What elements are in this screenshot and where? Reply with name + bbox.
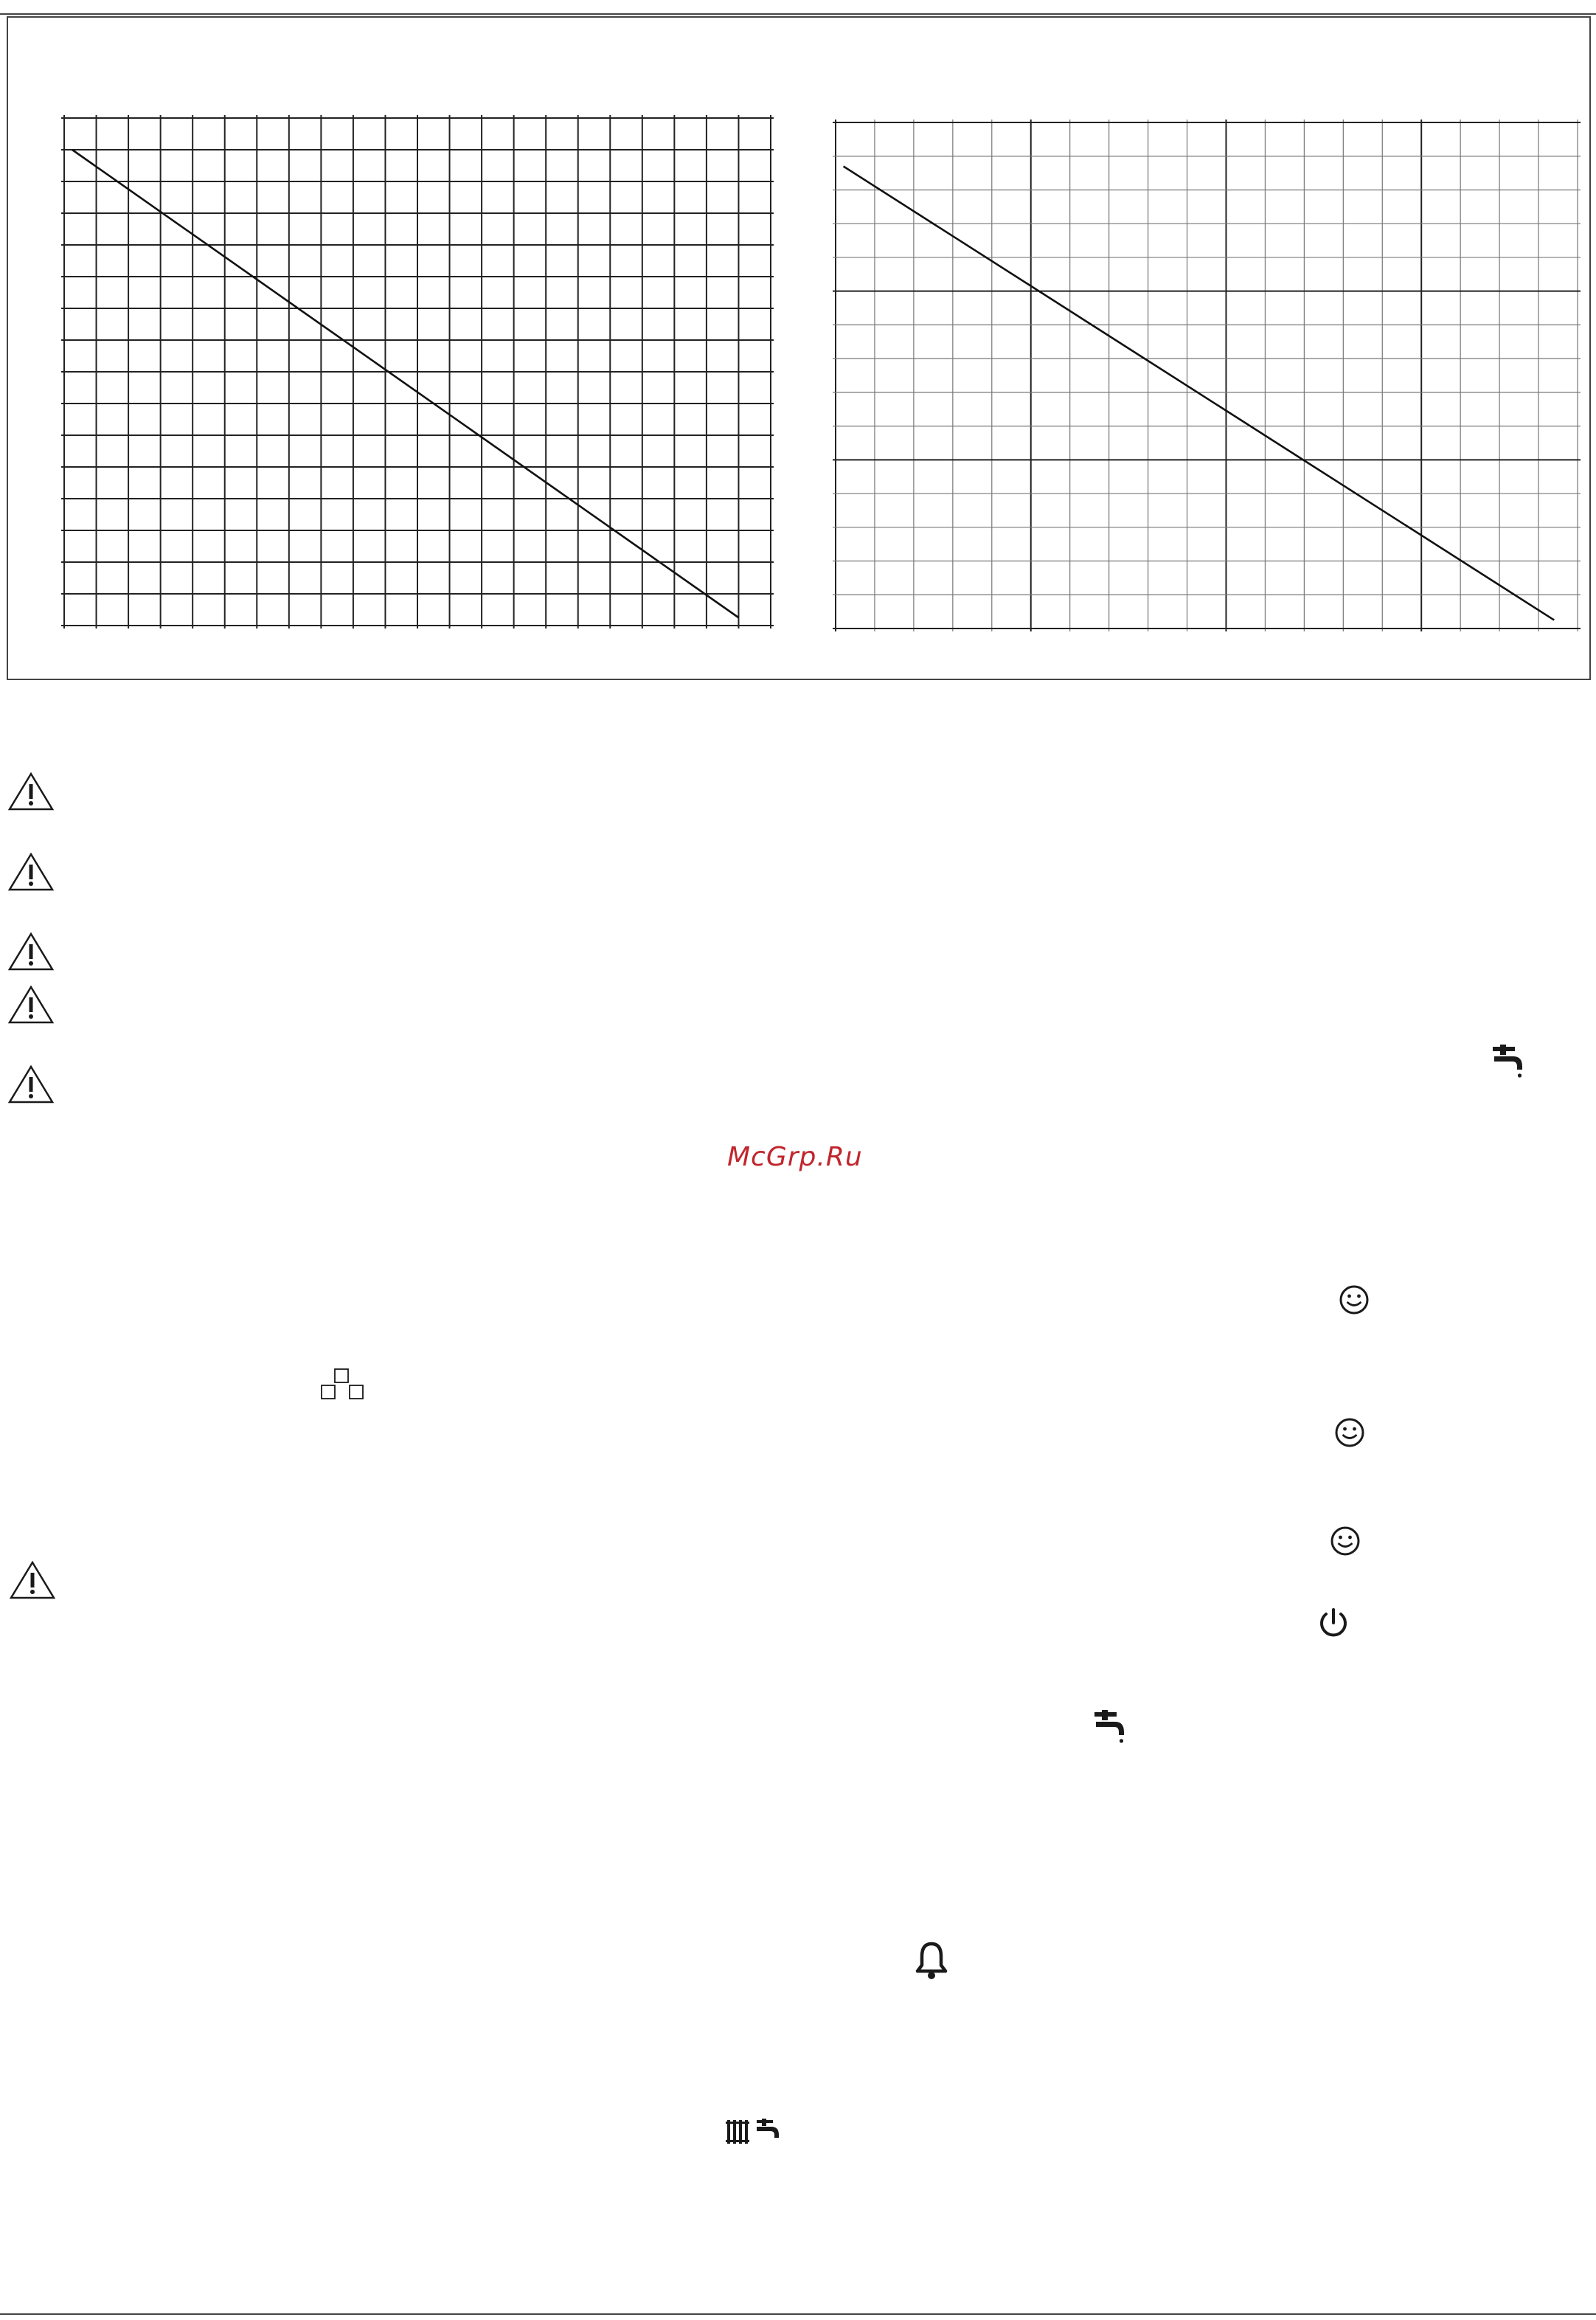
watermark-text: McGrp.Ru xyxy=(727,1142,863,1172)
bottom-rule xyxy=(0,2313,1596,2315)
chart-left xyxy=(52,106,783,637)
top-rule xyxy=(0,13,1596,15)
smiley-icon xyxy=(1338,1284,1370,1316)
tap-icon xyxy=(1093,1710,1130,1744)
radiator-tap-icon xyxy=(726,2117,782,2148)
warning-triangle-icon xyxy=(7,852,55,892)
warning-triangle-icon xyxy=(7,932,55,972)
power-icon xyxy=(1317,1607,1350,1639)
smiley-icon xyxy=(1329,1525,1361,1557)
chart-right xyxy=(827,114,1586,637)
series-line xyxy=(844,166,1555,620)
three-squares-icon xyxy=(320,1368,366,1402)
warning-triangle-icon xyxy=(7,985,55,1025)
tap-icon xyxy=(1491,1045,1528,1078)
warning-triangle-icon xyxy=(7,1064,55,1104)
warning-triangle-icon xyxy=(7,772,55,811)
charts-frame xyxy=(7,16,1591,680)
series-line xyxy=(72,150,739,617)
bell-icon xyxy=(915,1942,948,1980)
smiley-icon xyxy=(1333,1416,1366,1449)
warning-triangle-icon xyxy=(9,1560,56,1600)
